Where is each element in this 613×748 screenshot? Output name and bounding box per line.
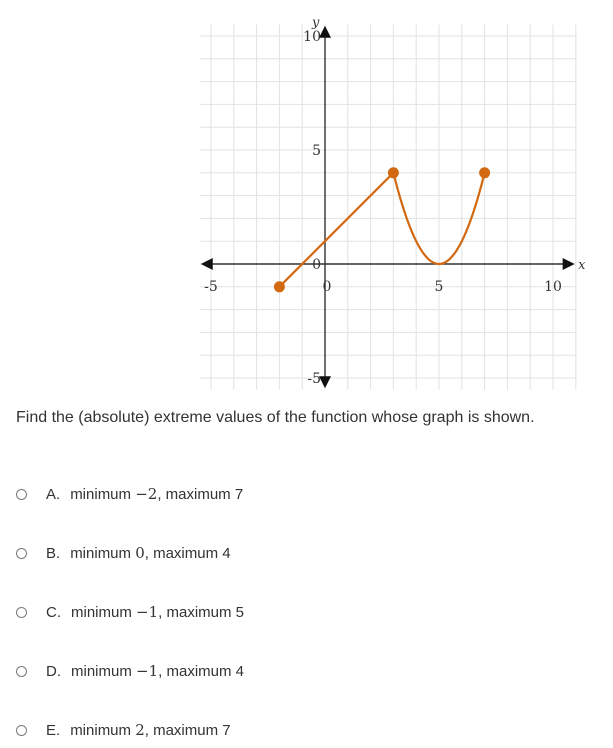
choice-letter: E.	[46, 721, 61, 739]
y-axis-label: y	[312, 15, 320, 31]
minimum-value: 0	[135, 544, 145, 562]
minimum-value: −2	[135, 485, 158, 503]
x-tick-label: 10	[544, 279, 562, 295]
answer-choice-c[interactable]	[16, 601, 244, 623]
minimum-value: −1	[136, 603, 159, 621]
minimum-value: −1	[136, 662, 159, 680]
choice-letter: D.	[46, 662, 61, 680]
choice-text: minimum 0, maximum 4	[70, 544, 231, 562]
line-segment	[279, 173, 393, 287]
radio-button-icon[interactable]	[16, 725, 27, 736]
x-axis-right-arrow-icon	[563, 258, 575, 270]
y-tick-label: 5	[312, 143, 321, 159]
choice-letter: A.	[46, 485, 61, 503]
x-tick-label: -5	[204, 279, 218, 295]
maximum-value: 4	[222, 545, 231, 562]
endpoint-dot	[388, 167, 399, 178]
radio-button-icon[interactable]	[16, 489, 27, 500]
choice-letter: B.	[46, 544, 61, 562]
x-axis-left-arrow-icon	[201, 258, 213, 270]
radio-button-icon[interactable]	[16, 607, 27, 618]
graph-grid	[200, 25, 576, 390]
choice-text: minimum 2, maximum 7	[70, 721, 231, 739]
y-tick-label: 10	[303, 29, 321, 45]
minimum-value: 2	[135, 721, 145, 739]
maximum-value: 4	[235, 663, 244, 680]
choice-text: minimum −1, maximum 4	[71, 662, 244, 680]
answer-choice-e[interactable]	[16, 719, 231, 741]
choice-letter: C.	[46, 603, 61, 621]
choice-text: minimum −2, maximum 7	[70, 485, 244, 503]
answer-choice-a[interactable]	[16, 483, 243, 505]
answer-choice-d[interactable]	[16, 660, 244, 682]
y-tick-label: 0	[312, 257, 321, 273]
maximum-value: 7	[222, 722, 231, 739]
radio-button-icon[interactable]	[16, 548, 27, 559]
maximum-value: 7	[234, 486, 244, 503]
y-tick-label: -5	[307, 371, 321, 387]
x-tick-label: 5	[434, 279, 444, 295]
answer-choice-b[interactable]	[16, 542, 231, 564]
radio-button-icon[interactable]	[16, 666, 27, 677]
x-tick-label: 0	[322, 279, 332, 295]
endpoint-dot	[479, 167, 490, 178]
x-axis-label: x	[578, 258, 586, 273]
question-text: Find the (absolute) extreme values of the function whose graph is shown.	[16, 409, 535, 426]
maximum-value: 5	[235, 604, 244, 621]
endpoint-dot	[274, 281, 285, 292]
choice-text: minimum −1, maximum 5	[71, 603, 244, 621]
